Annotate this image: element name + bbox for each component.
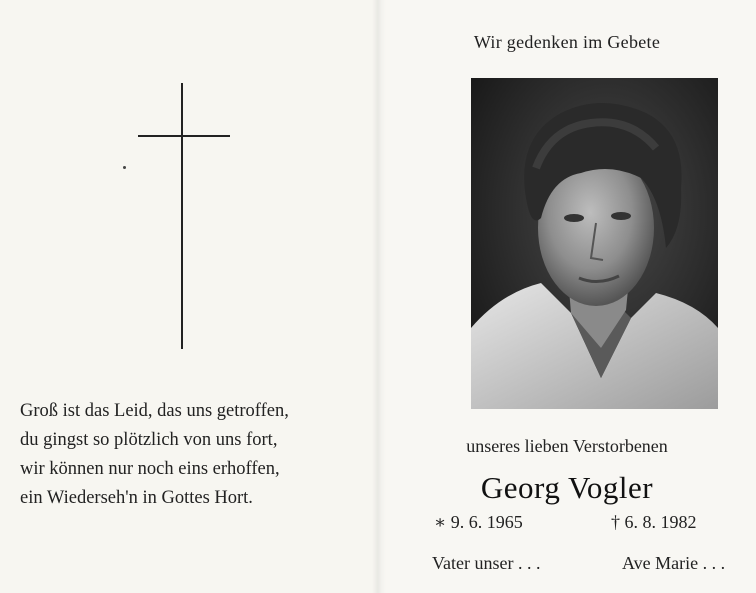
birth-date: ∗ 9. 6. 1965 <box>434 512 523 532</box>
prayer-vater-unser: Vater unser . . . <box>432 553 541 573</box>
poem-line: Groß ist das Leid, das uns getroffen, <box>20 401 289 421</box>
poem-line: ein Wiederseh'n in Gottes Hort. <box>20 488 253 508</box>
memorial-subheading: unseres lieben Verstorbenen <box>466 436 668 456</box>
memorial-poem <box>20 397 365 513</box>
prayer-ave-marie: Ave Marie . . . <box>622 553 726 573</box>
paper-speck <box>123 166 126 169</box>
memorial-heading: Wir gedenken im Gebete <box>473 32 661 52</box>
poem-line: wir können nur noch eins erhoffen, <box>20 459 280 479</box>
portrait-photo <box>471 78 718 409</box>
deceased-name: Georg Vogler <box>480 470 654 505</box>
poem-line: du gingst so plötzlich von uns fort, <box>20 430 278 450</box>
death-date: † 6. 8. 1982 <box>611 512 697 532</box>
